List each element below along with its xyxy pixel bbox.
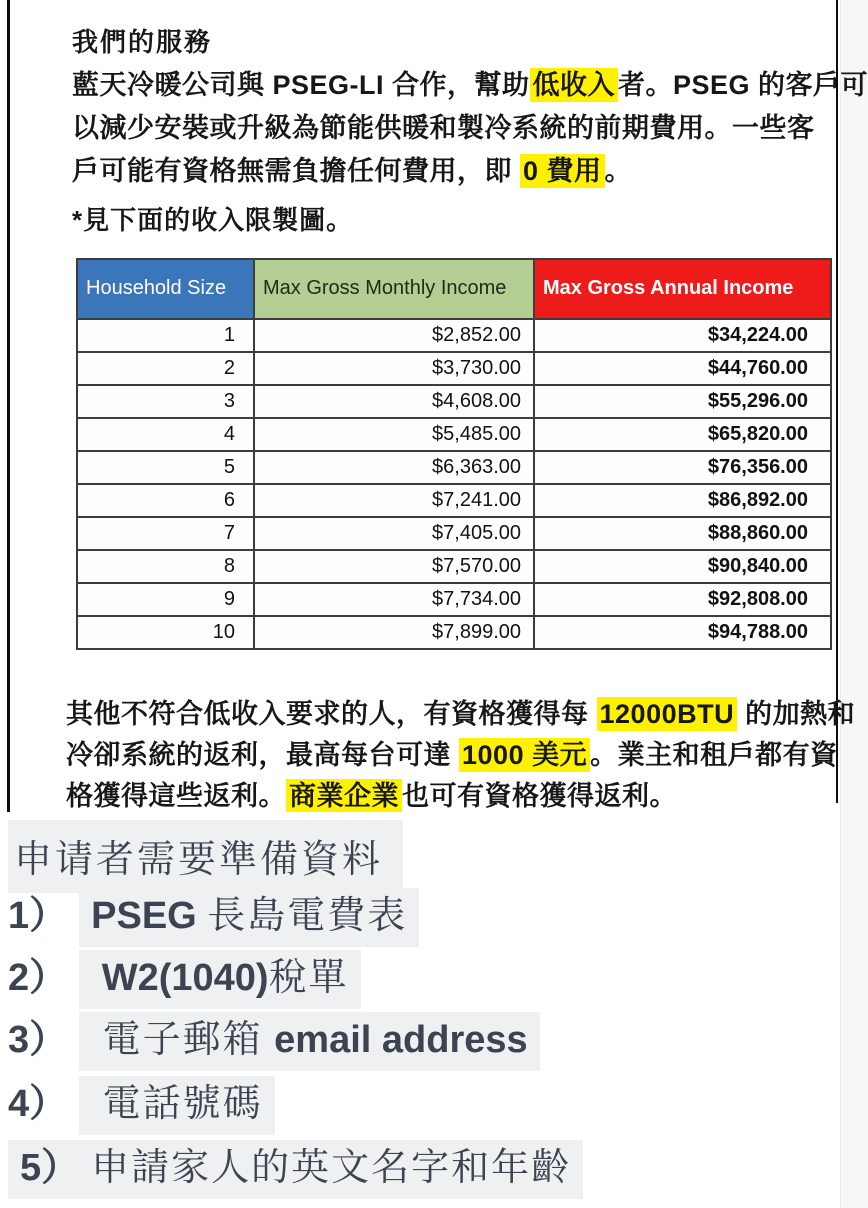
text-run: 藍天冷暖公司與 PSEG-LI 合作，幫助: [72, 70, 530, 100]
text-run: W2(1040): [91, 957, 269, 999]
table-cell: $44,760.00: [534, 352, 831, 385]
checklist-item: [8, 946, 361, 1001]
table-cell: $5,485.00: [254, 418, 534, 451]
paragraph-line: [66, 694, 855, 735]
item-text-box: [79, 1012, 540, 1071]
table-row: [77, 352, 831, 385]
rebate-paragraph: [66, 694, 855, 817]
paragraph-line: [72, 64, 868, 107]
table-cell: $7,405.00: [254, 517, 534, 550]
item-text-box: [79, 950, 360, 1009]
text-run: 申請家人的英文名字和年齡: [91, 1147, 572, 1189]
table-cell: $7,570.00: [254, 550, 534, 583]
highlighted-text: 0 費用: [520, 154, 605, 188]
item-number: 4）: [8, 1083, 68, 1125]
table-cell: $4,608.00: [254, 385, 534, 418]
table-cell: $92,808.00: [534, 583, 831, 616]
underlined-text: 也可有資格獲: [402, 781, 567, 816]
table-cell: 8: [77, 550, 254, 583]
paragraph-line: [66, 735, 855, 776]
text-run: 稅單: [268, 957, 349, 999]
text-run: email address: [274, 1019, 528, 1061]
text-run: 格獲得這些返利。: [66, 781, 286, 811]
item-text-box: [79, 1076, 275, 1135]
table-row: [77, 451, 831, 484]
text-run: 戶可能有資格無需負擔任何費用，即: [72, 156, 521, 186]
table-row: [77, 517, 831, 550]
table-cell: $94,788.00: [534, 616, 831, 649]
table-row: [77, 385, 831, 418]
table-cell: $55,296.00: [534, 385, 831, 418]
text-run: 電子郵箱: [91, 1019, 275, 1061]
highlighted-text: 低收入: [530, 68, 619, 102]
item-number: 3）: [8, 1019, 68, 1061]
table-header-max-gross-monthly-income: Max Gross Monthly Income: [254, 259, 534, 319]
item-text-box: [79, 888, 419, 947]
income-limit-table: [76, 258, 832, 650]
item-number: 2）: [8, 957, 68, 999]
table-cell: $2,852.00: [254, 319, 534, 352]
table-cell: $3,730.00: [254, 352, 534, 385]
text-run: 。: [604, 156, 633, 186]
table-cell: 4: [77, 418, 254, 451]
checklist-item: [8, 884, 419, 939]
checklist-item: [8, 1136, 583, 1191]
document-image: [10, 0, 868, 811]
table-cell: $7,734.00: [254, 583, 534, 616]
text-run: 其他不符合低收入要求的人，有資格獲得每: [66, 699, 597, 729]
checklist-item: [8, 1072, 275, 1127]
text-run: 冷卻系統的返利，最高每台可達: [66, 740, 460, 770]
paragraph-line: [72, 150, 868, 193]
text-run: 電話號碼: [91, 1083, 263, 1125]
table-cell: $88,860.00: [534, 517, 831, 550]
intro-paragraph: [72, 64, 868, 193]
table-cell: $7,241.00: [254, 484, 534, 517]
table-cell: 6: [77, 484, 254, 517]
table-header-household-size: Household Size: [77, 259, 254, 319]
highlighted-text: 12000BTU: [597, 697, 738, 731]
table-row: [77, 550, 831, 583]
table-cell: $6,363.00: [254, 451, 534, 484]
item-text-box: [8, 1140, 583, 1199]
text-run: 長島電費表: [207, 895, 408, 937]
table-row: [77, 484, 831, 517]
highlighted-text: 1000 美元: [459, 738, 590, 772]
table-cell: 9: [77, 583, 254, 616]
text-run: 得返利。: [567, 781, 677, 811]
services-title: 我們的服務: [72, 27, 213, 57]
item-number: 1）: [8, 895, 68, 937]
table-cell: 2: [77, 352, 254, 385]
text-run: 者。PSEG 的客戶可: [618, 70, 868, 100]
paragraph-line: [66, 776, 855, 817]
table-cell: 5: [77, 451, 254, 484]
item-number: 5）: [20, 1147, 80, 1189]
table-row: [77, 418, 831, 451]
table-cell: $34,224.00: [534, 319, 831, 352]
table-row: [77, 319, 831, 352]
table-cell: $86,892.00: [534, 484, 831, 517]
table-cell: 1: [77, 319, 254, 352]
text-run: 以減少安裝或升級為節能供暖和製冷系統的前期費用。一些客: [72, 113, 815, 143]
table-cell: $90,840.00: [534, 550, 831, 583]
income-chart-note: *見下面的收入限製圖。: [72, 205, 354, 235]
income-table-body: [77, 319, 831, 649]
table-cell: 7: [77, 517, 254, 550]
table-cell: 10: [77, 616, 254, 649]
table-cell: $7,899.00: [254, 616, 534, 649]
table-cell: 3: [77, 385, 254, 418]
table-header-max-gross-annual-income: Max Gross Annual Income: [534, 259, 831, 319]
table-cell: $76,356.00: [534, 451, 831, 484]
paragraph-line: [72, 107, 868, 150]
text-run: 的加熱和: [737, 699, 856, 729]
text-run: 。業主和租戶都有資: [590, 740, 838, 770]
highlighted-text: 商業企業: [286, 779, 402, 813]
table-cell: $65,820.00: [534, 418, 831, 451]
checklist-section: [0, 812, 840, 1208]
table-row: [77, 583, 831, 616]
income-table-header: [77, 259, 831, 319]
checklist-heading: 申请者需要準備資料: [8, 820, 403, 893]
text-run: PSEG: [91, 895, 208, 937]
table-row: [77, 616, 831, 649]
checklist-item: [8, 1008, 540, 1063]
